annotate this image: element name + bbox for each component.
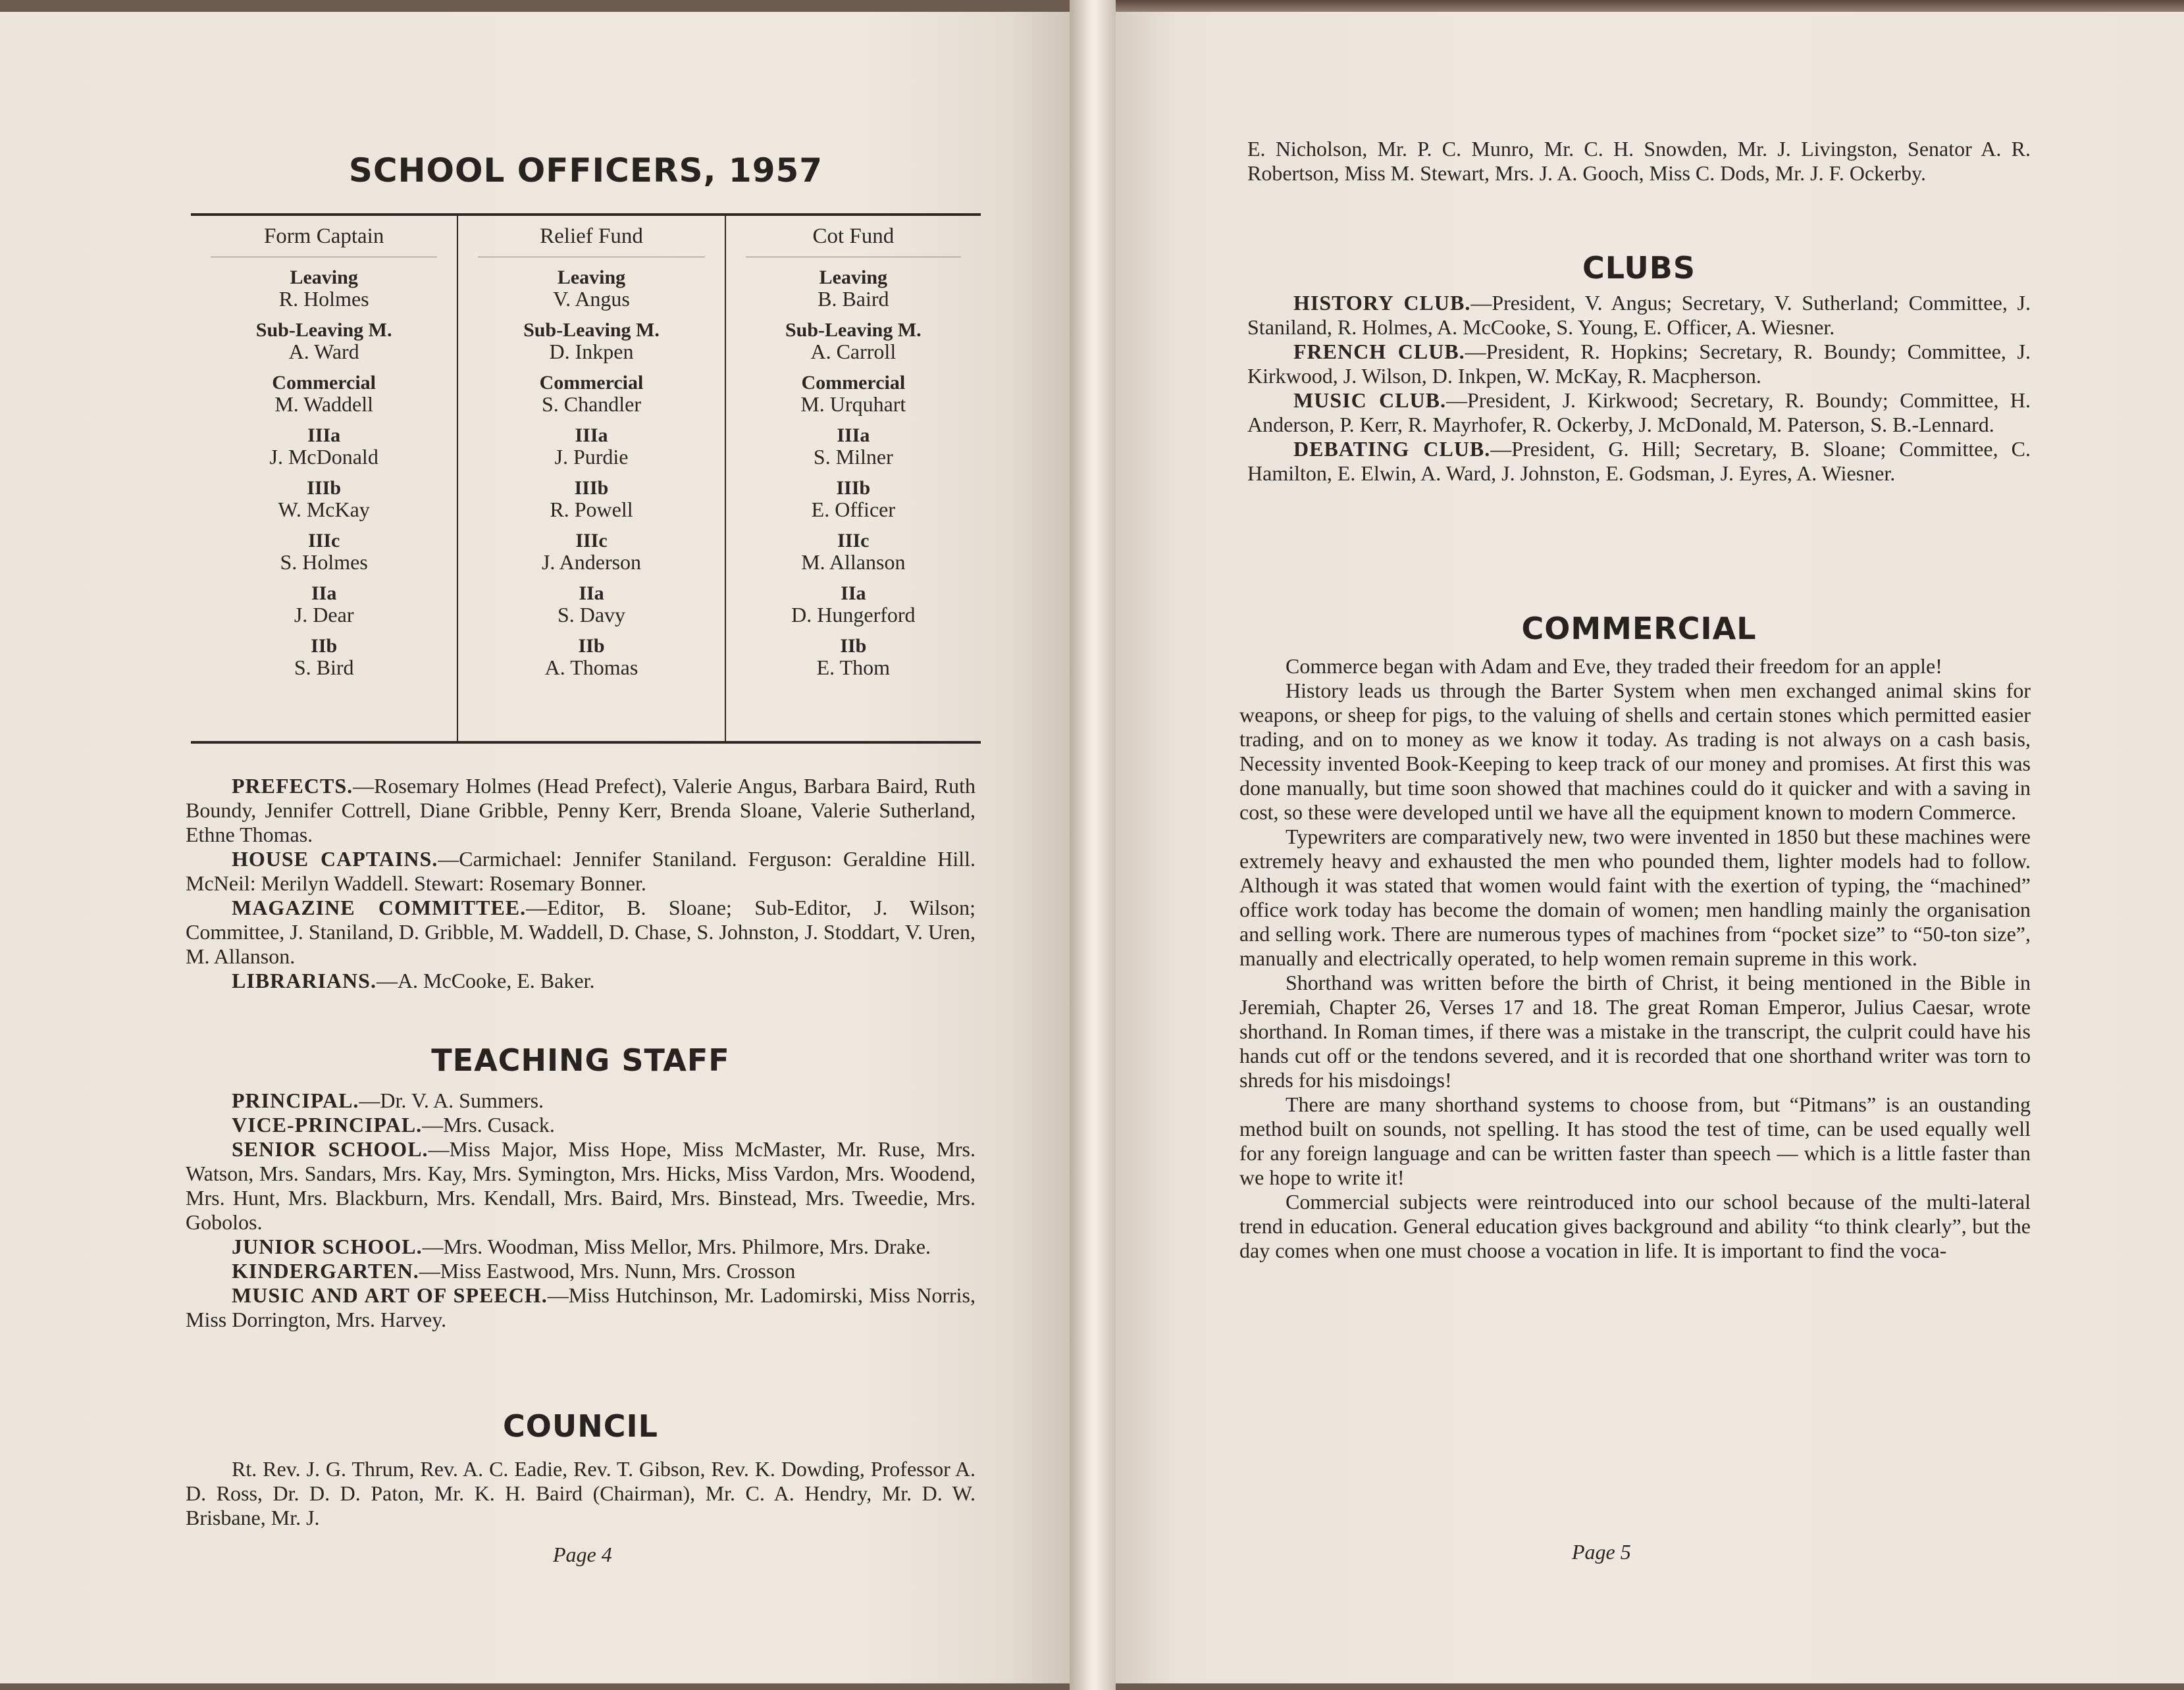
paragraph-heading: PRINCIPAL. xyxy=(232,1088,359,1112)
officer-name: M. Urquhart xyxy=(800,392,906,416)
paragraph-heading: HOUSE CAPTAINS. xyxy=(232,847,438,871)
paragraph-text: —President, V. Angus; Secretary, V. Sutherland; Committee, J. Staniland, R. Holmes, A. McCooke, S. Young, E. Officer, A. Wiesner. xyxy=(1247,291,2031,339)
officer-name: R. Powell xyxy=(550,498,633,521)
column-entries xyxy=(458,268,724,679)
entry-paragraph xyxy=(1247,437,2031,486)
officers-table xyxy=(191,213,981,744)
form-label: Commercial xyxy=(539,372,644,394)
officer-name: J. McDonald xyxy=(269,445,378,469)
paragraph-text: —Mrs. Cusack. xyxy=(422,1113,555,1137)
form-label: IIIa xyxy=(307,424,341,446)
form-label: Commercial xyxy=(272,372,377,394)
commercial-paragraph: History leads us through the Barter System when men exchanged animal skins for weapons, or sheep for pigs, to the valuing of shells and certain stones which permitted easier trading, and on to money as we know it today. As trading is not always on a cash basis, Necessity invented Book-Keeping to keep track of our money and promises. At first this was done manually, but time soon showed that machines could do it quicker and with a saving in cost, so these were developed until we have all the equipment known to modern Commerce. xyxy=(1239,679,2031,824)
form-label: IIIb xyxy=(574,477,609,499)
form-label: IIIa xyxy=(575,424,608,446)
book-gutter xyxy=(1070,0,1116,1690)
column-header: Relief Fund xyxy=(478,216,704,257)
officer-name: S. Chandler xyxy=(541,392,642,416)
officer-entry xyxy=(726,531,981,573)
form-label: Leaving xyxy=(290,267,358,288)
officer-entry xyxy=(458,426,724,468)
entry-paragraph xyxy=(186,896,975,969)
officer-entry xyxy=(726,320,981,363)
officer-entry xyxy=(458,584,724,626)
officer-name: R. Holmes xyxy=(278,287,369,311)
paragraph-heading: MAGAZINE COMMITTEE. xyxy=(232,896,527,919)
form-label: IIb xyxy=(578,635,605,657)
column-header: Cot Fund xyxy=(746,216,961,257)
left-page xyxy=(0,12,1070,1683)
form-label: IIIc xyxy=(575,530,608,551)
entry-paragraph xyxy=(186,969,975,993)
form-label: Sub-Leaving M. xyxy=(523,319,660,341)
entry-paragraph xyxy=(1247,340,2031,388)
officer-name: W. McKay xyxy=(278,498,370,521)
form-label: Sub-Leaving M. xyxy=(255,319,392,341)
officer-name: J. Anderson xyxy=(541,550,642,574)
officer-name: D. Hungerford xyxy=(791,603,916,627)
form-label: IIIb xyxy=(307,477,342,499)
officer-name: A. Thomas xyxy=(544,655,638,679)
form-label: Commercial xyxy=(801,372,906,394)
entry-paragraph xyxy=(186,1113,975,1137)
school-officers-title: SCHOOL OFFICERS, 1957 xyxy=(348,151,823,190)
form-label: IIb xyxy=(311,635,338,657)
paragraph-text: —Dr. V. A. Summers. xyxy=(359,1088,544,1112)
column-form-captain xyxy=(191,216,457,741)
form-label: IIIc xyxy=(837,530,870,551)
officer-entry xyxy=(191,531,457,573)
paragraph-heading: VICE-PRINCIPAL. xyxy=(232,1113,423,1137)
paragraph-heading: HISTORY CLUB. xyxy=(1293,291,1471,315)
paragraph-heading: DEBATING CLUB. xyxy=(1293,437,1491,461)
paragraph-heading: FRENCH CLUB. xyxy=(1293,340,1465,363)
officer-name: V. Angus xyxy=(553,287,630,311)
entry-paragraph xyxy=(1247,388,2031,437)
form-label: IIIc xyxy=(307,530,340,551)
paragraph-text: —Miss Major, Miss Hope, Miss McMaster, Mr. Ruse, Mrs. Watson, Mrs. Sandars, Mrs. Kay, Mrs. Symington, Mrs. Hicks, Miss Vardon, Mrs. Woodend, Mrs. Hunt, Mrs. Blackburn, Mrs. Kendall, Mrs. Baird, Mrs. Binstead, Mrs. Tweedie, Mrs. Gobolos. xyxy=(186,1137,976,1234)
officer-entry xyxy=(726,373,981,415)
officer-entry xyxy=(191,478,457,521)
officer-name: S. Milner xyxy=(813,445,893,469)
entry-paragraph xyxy=(186,847,975,896)
officer-name: S. Davy xyxy=(557,603,626,627)
paragraph-text: —President, R. Hopkins; Secretary, R. Boundy; Committee, J. Kirkwood, J. Wilson, D. Inkpen, W. McKay, R. Macpherson. xyxy=(1247,340,2031,388)
officer-entry xyxy=(458,268,724,310)
officer-entry xyxy=(191,426,457,468)
entry-paragraph xyxy=(186,1283,975,1332)
table-bottom-rule xyxy=(191,741,981,744)
paragraph-heading: MUSIC AND ART OF SPEECH. xyxy=(232,1283,548,1307)
paragraph-text: —A. McCooke, E. Baker. xyxy=(376,969,595,992)
officer-name: J. Dear xyxy=(294,603,354,627)
entry-paragraph xyxy=(186,1235,975,1259)
officer-name: A. Ward xyxy=(288,340,359,363)
commercial-paragraph: Commerce began with Adam and Eve, they traded their freedom for an apple! xyxy=(1286,654,1942,678)
form-label: IIa xyxy=(311,582,337,604)
entry-paragraph xyxy=(186,1088,975,1113)
form-label: Leaving xyxy=(557,267,626,288)
form-label: IIb xyxy=(840,635,867,657)
officer-entry xyxy=(726,426,981,468)
paragraph-heading: JUNIOR SCHOOL. xyxy=(232,1235,423,1258)
officer-paragraphs xyxy=(186,774,975,993)
officer-name: M. Waddell xyxy=(274,392,374,416)
officer-entry xyxy=(191,584,457,626)
teaching-text xyxy=(186,1088,975,1332)
officer-entry xyxy=(726,478,981,521)
paragraph-text: —Miss Eastwood, Mrs. Nunn, Mrs. Crosson xyxy=(419,1259,796,1283)
council-title: COUNCIL xyxy=(503,1408,658,1444)
paragraph-text: —Carmichael: Jennifer Staniland. Ferguson: Geraldine Hill. McNeil: Merilyn Waddell. Stewart: Rosemary Bonner. xyxy=(186,847,975,895)
commercial-paragraph: Typewriters are comparatively new, two were invented in 1850 but these machines were extremely heavy and exhausted the men who pounded them, lighter models had to follow. Although it was stated that women would faint with the exertion of typing, the “machined” office work today has become the domain of women; men handling mainly the organisation and selling work. There are numerous types of machines from “pocket size” to “50-ton size”, manually and electrically operated, to help women remain supreme in this work. xyxy=(1239,825,2031,970)
column-cot-fund xyxy=(725,216,981,741)
teaching-staff-title: TEACHING STAFF xyxy=(431,1042,730,1078)
clubs-title: CLUBS xyxy=(1582,250,1696,286)
council-text: Rt. Rev. J. G. Thrum, Rev. A. C. Eadie, Rev. T. Gibson, Rev. K. Dowding, Professor A. D. Ross, Dr. D. D. Paton, Mr. K. H. Baird (Chairman), Mr. C. A. Hendry, Mr. D. W. Brisbane, Mr. J. xyxy=(186,1457,975,1529)
officer-entry xyxy=(458,636,724,679)
page-number-left: Page 4 xyxy=(553,1543,612,1566)
form-label: IIa xyxy=(841,582,866,604)
officer-name: B. Baird xyxy=(818,287,889,311)
officer-entry xyxy=(191,268,457,310)
column-header: Form Captain xyxy=(211,216,437,257)
entry-paragraph xyxy=(186,1259,975,1283)
officers-text xyxy=(186,774,975,993)
officer-entry xyxy=(458,320,724,363)
page-number-right: Page 5 xyxy=(1572,1540,1631,1564)
column-relief-fund xyxy=(457,216,724,741)
officer-name: E. Officer xyxy=(811,498,895,521)
teaching-paragraphs xyxy=(186,1088,975,1332)
entry-paragraph xyxy=(1247,291,2031,340)
clubs-text xyxy=(1247,291,2031,486)
officer-entry xyxy=(458,373,724,415)
form-label: Sub-Leaving M. xyxy=(785,319,922,341)
paragraph-text: —Rosemary Holmes (Head Prefect), Valerie Angus, Barbara Baird, Ruth Boundy, Jennifer Cottrell, Diane Gribble, Penny Kerr, Brenda Sloane, Valerie Sutherland, Ethne Thomas. xyxy=(186,774,975,846)
entry-paragraph xyxy=(186,1137,975,1235)
paragraph-text: —President, J. Kirkwood; Secretary, R. Boundy; Committee, H. Anderson, P. Kerr, R. Mayrhofer, R. Ockerby, J. McDonald, M. Paterson, S. B.-Lennard. xyxy=(1247,388,2031,436)
form-label: IIa xyxy=(579,582,604,604)
officer-name: M. Allanson xyxy=(801,550,906,574)
paragraph-text: —Miss Hutchinson, Mr. Ladomirski, Miss Norris, Miss Dorrington, Mrs. Harvey. xyxy=(186,1283,976,1331)
right-page xyxy=(1116,12,2184,1683)
commercial-paragraphs xyxy=(1239,654,2031,1263)
officer-name: E. Thom xyxy=(816,655,891,679)
column-entries xyxy=(726,268,981,679)
paragraph-text: —President, G. Hill; Secretary, B. Sloane; Committee, C. Hamilton, E. Elwin, A. Ward, J. Johnston, E. Godsman, J. Eyres, A. Wiesner. xyxy=(1247,437,2031,485)
officer-name: S. Holmes xyxy=(280,550,368,574)
form-label: IIIb xyxy=(836,477,871,499)
officer-entry xyxy=(458,531,724,573)
commercial-paragraph: Shorthand was written before the birth of Christ, it being mentioned in the Bible in Jeremiah, Chapter 26, Verses 17 and 18. The great Roman Emperor, Julius Caesar, wrote shorthand. In Roman times, if there was a mistake in the transcript, the culprit could have his hands cut off or the tendons severed, and it is recorded that one shorthand writer was torn to shreds for his misdoings! xyxy=(1239,971,2031,1092)
council-continued-text: E. Nicholson, Mr. P. C. Munro, Mr. C. H. Snowden, Mr. J. Livingston, Senator A. R. Robertson, Miss M. Stewart, Mrs. J. A. Gooch, Miss C. Dods, Mr. J. F. Ockerby. xyxy=(1247,137,2031,185)
commercial-paragraph: There are many shorthand systems to choose from, but “Pitmans” is an oustanding method built on sounds, not spelling. It has stood the test of time, can be used equally well for any foreign language and can be written faster than speech — which is a little faster than we hope to write it! xyxy=(1239,1092,2031,1189)
paragraph-heading: SENIOR SCHOOL. xyxy=(232,1137,429,1161)
officer-entry xyxy=(726,268,981,310)
paragraph-heading: MUSIC CLUB. xyxy=(1293,388,1447,412)
paragraph-heading: PREFECTS. xyxy=(232,774,353,798)
paragraph-heading: KINDERGARTEN. xyxy=(232,1259,419,1283)
paragraph-text: —Editor, B. Sloane; Sub-Editor, J. Wilson; Committee, J. Staniland, D. Gribble, M. Waddell, D. Chase, S. Johnston, J. Stoddart, V. Uren, M. Allanson. xyxy=(186,896,976,968)
officer-name: J. Purdie xyxy=(554,445,629,469)
officer-entry xyxy=(191,373,457,415)
officer-entry xyxy=(726,636,981,679)
form-label: Leaving xyxy=(819,267,888,288)
officer-name: A. Carroll xyxy=(810,340,897,363)
paragraph-text: —Mrs. Woodman, Miss Mellor, Mrs. Philmore, Mrs. Drake. xyxy=(422,1235,931,1258)
column-entries xyxy=(191,268,457,679)
officer-name: D. Inkpen xyxy=(549,340,634,363)
commercial-text xyxy=(1239,654,2031,1263)
entry-paragraph xyxy=(186,774,975,847)
form-label: IIIa xyxy=(837,424,870,446)
officer-entry xyxy=(458,478,724,521)
officer-entry xyxy=(191,320,457,363)
commercial-paragraph: Commercial subjects were reintroduced into our school because of the multi-lateral trend in education. General education gives background and ability “to think clearly”, but the day comes when one must choose a vocation in life. It is important to find the voca- xyxy=(1239,1190,2031,1262)
paragraph-heading: LIBRARIANS. xyxy=(232,969,377,992)
officer-entry xyxy=(726,584,981,626)
club-paragraphs xyxy=(1247,291,2031,486)
commercial-title: COMMERCIAL xyxy=(1521,611,1757,646)
officer-name: S. Bird xyxy=(294,655,354,679)
officer-entry xyxy=(191,636,457,679)
